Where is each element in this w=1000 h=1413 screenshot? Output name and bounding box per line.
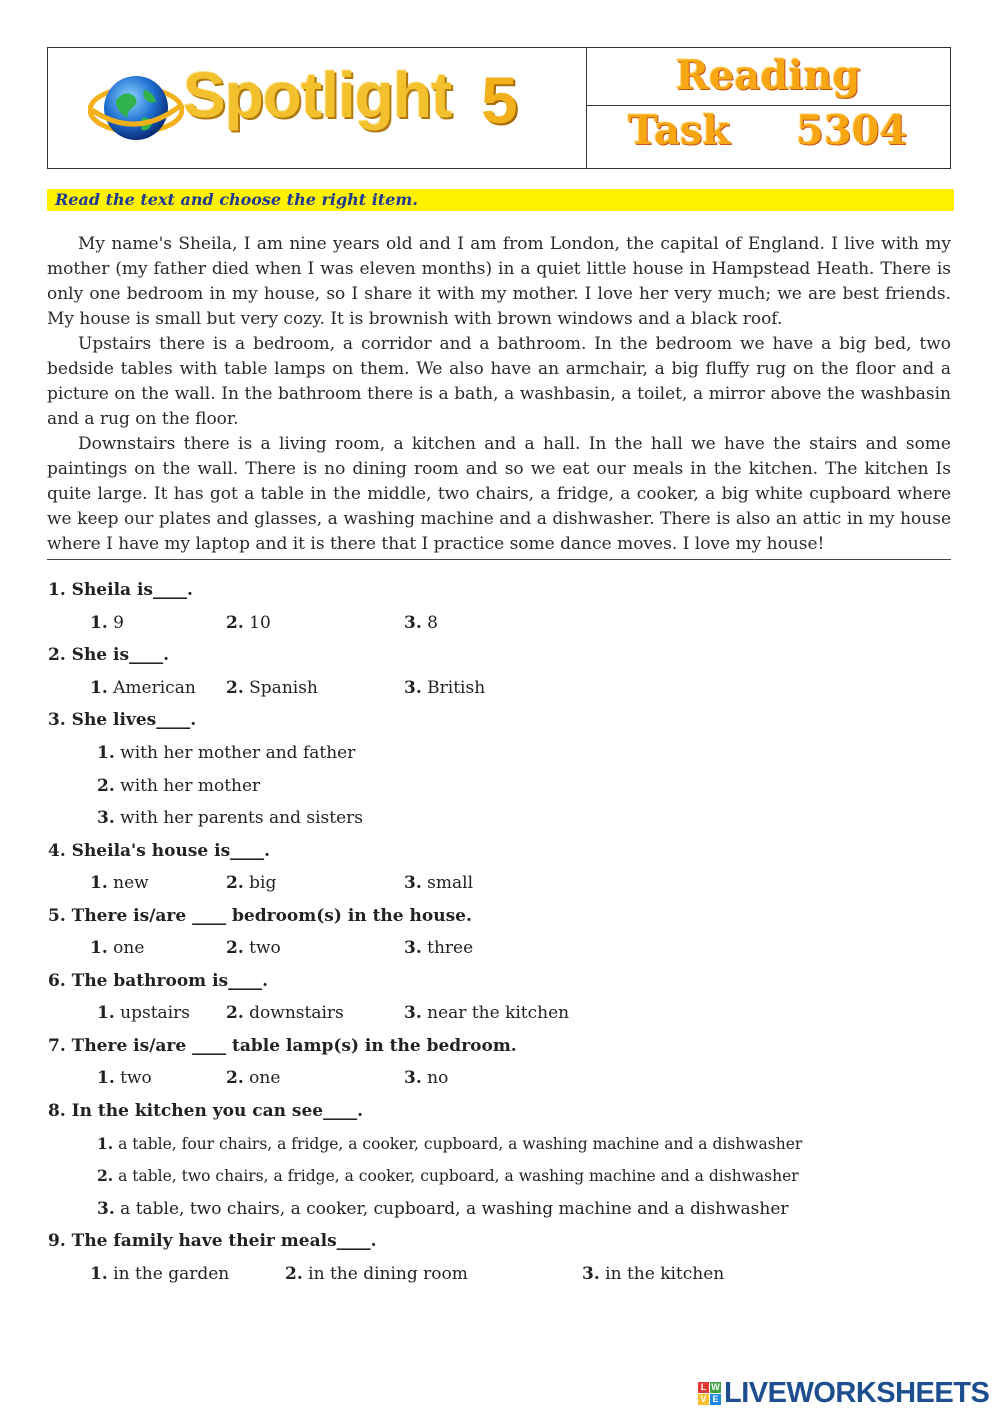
option-number: 1.	[90, 1264, 108, 1284]
option-number: 1.	[97, 1003, 115, 1023]
answer-option[interactable]	[226, 938, 281, 958]
answer-option[interactable]	[226, 873, 276, 893]
spotlight-logo-number: 5	[481, 63, 518, 137]
option-number: 3.	[582, 1264, 600, 1284]
answer-option[interactable]	[90, 938, 144, 958]
option-text: one	[243, 1068, 281, 1088]
option-text: a table, four chairs, a fridge, a cooker, cupboard, a washing machine and a dishwasher	[113, 1135, 803, 1153]
answer-option[interactable]	[90, 1264, 229, 1284]
option-text: a table, two chairs, a cooker, cupboard, a washing machine and a dishwasher	[114, 1199, 789, 1219]
liveworksheets-mark-icon	[698, 1382, 721, 1405]
spotlight-logo-text: Spotlight	[183, 59, 452, 131]
option-number: 3.	[404, 1068, 422, 1088]
header-box	[47, 47, 951, 169]
option-text: new	[107, 873, 149, 893]
answer-option[interactable]	[97, 808, 363, 828]
globe-icon	[88, 60, 184, 156]
option-text: with her mother and father	[114, 743, 356, 763]
option-text: near the kitchen	[421, 1003, 570, 1023]
answer-option[interactable]	[90, 678, 196, 698]
option-text: British	[421, 678, 486, 698]
answer-option[interactable]	[404, 873, 473, 893]
instruction-bar: Read the text and choose the right item.	[47, 189, 954, 211]
answer-option[interactable]	[90, 613, 124, 633]
mark-letter: L	[698, 1382, 709, 1393]
reading-passage	[47, 232, 951, 560]
option-text: two	[114, 1068, 152, 1088]
answer-option[interactable]	[97, 776, 260, 796]
option-text: in the garden	[107, 1264, 230, 1284]
option-number: 2.	[97, 776, 115, 796]
option-text: Spanish	[243, 678, 318, 698]
question-7: 7. There is/are ____ table lamp(s) in the bedroom.	[48, 1036, 517, 1056]
reading-title: Reading	[675, 52, 861, 99]
question-6: 6. The bathroom is____.	[48, 971, 269, 991]
question-4: 4. Sheila's house is____.	[48, 841, 271, 861]
option-number: 2.	[226, 938, 244, 958]
option-number: 3.	[404, 1003, 422, 1023]
option-number: 2.	[226, 678, 244, 698]
answer-option[interactable]	[404, 1068, 448, 1088]
answer-option[interactable]	[404, 613, 438, 633]
option-text: downstairs	[243, 1003, 344, 1023]
reading-cell	[586, 48, 950, 106]
answer-option[interactable]	[404, 1003, 569, 1023]
option-number: 1.	[97, 1068, 115, 1088]
question-1: 1. Sheila is____.	[48, 580, 193, 600]
option-text: a table, two chairs, a fridge, a cooker, cupboard, a washing machine and a dishwasher	[113, 1167, 799, 1185]
answer-option[interactable]	[97, 1166, 799, 1185]
answer-option[interactable]	[97, 1068, 152, 1088]
option-text: big	[243, 873, 277, 893]
answer-option[interactable]	[285, 1264, 468, 1284]
option-number: 3.	[404, 613, 422, 633]
option-number: 3.	[404, 873, 422, 893]
task-cell	[586, 105, 950, 168]
question-8: 8. In the kitchen you can see____.	[48, 1101, 363, 1121]
logo-area	[48, 48, 587, 168]
option-number: 1.	[90, 678, 108, 698]
option-text: upstairs	[114, 1003, 190, 1023]
option-text: three	[421, 938, 474, 958]
option-number: 1.	[97, 1134, 114, 1153]
liveworksheets-logo[interactable]	[698, 1378, 989, 1408]
option-number: 2.	[226, 873, 244, 893]
option-text: 10	[243, 613, 271, 633]
mark-letter: W	[711, 1381, 720, 1392]
option-number: 3.	[404, 938, 422, 958]
option-text: with her mother	[114, 776, 261, 796]
answer-option[interactable]	[404, 678, 485, 698]
question-9: 9. The family have their meals____.	[48, 1231, 377, 1251]
option-text: 8	[421, 613, 438, 633]
option-number: 2.	[97, 1166, 114, 1185]
option-text: small	[421, 873, 474, 893]
option-number: 2.	[226, 1003, 244, 1023]
option-text: in the kitchen	[599, 1264, 725, 1284]
option-number: 1.	[90, 938, 108, 958]
mark-letter: V	[698, 1394, 709, 1405]
option-text: 9	[107, 613, 124, 633]
mark-letter: E	[710, 1394, 721, 1405]
answer-option[interactable]	[582, 1264, 724, 1284]
answer-option[interactable]	[97, 1134, 802, 1153]
option-number: 1.	[90, 873, 108, 893]
passage-paragraph: Upstairs there is a bedroom, a corridor and a bathroom. In the bedroom we have a big bed, two bedside tables with table lamps on them. We also have an armchair, a big fluffy rug on the floor and a picture on the wall. In the bathroom there is a bath, a washbasin, a toilet, a mirror above the washbasin and a rug on the floor.	[47, 334, 951, 429]
option-text: American	[107, 678, 196, 698]
answer-option[interactable]	[90, 873, 149, 893]
answer-option[interactable]	[226, 678, 318, 698]
answer-option[interactable]	[97, 743, 355, 763]
option-number: 3.	[97, 1199, 115, 1219]
option-number: 1.	[90, 613, 108, 633]
answer-option[interactable]	[226, 1068, 280, 1088]
task-number: 5304	[796, 107, 908, 154]
option-text: no	[421, 1068, 449, 1088]
task-label: Task	[628, 107, 731, 154]
option-number: 3.	[404, 678, 422, 698]
answer-option[interactable]	[226, 1003, 344, 1023]
option-text: in the dining room	[302, 1264, 468, 1284]
option-number: 3.	[97, 808, 115, 828]
question-3: 3. She lives____.	[48, 710, 197, 730]
option-number: 2.	[226, 613, 244, 633]
question-2: 2. She is____.	[48, 645, 169, 665]
passage-paragraph: Downstairs there is a living room, a kitchen and a hall. In the hall we have the stairs and some paintings on the wall. There is no dining room and so we eat our meals in the kitchen. The kitchen Is quite large. It has got a table in the middle, two chairs, a fridge, a cooker, a big white cupboard where we keep our plates and glasses, a washing machine and a dishwasher. There is also an attic in my house where I have my laptop and it is there that I practice some dance moves. I love my house!	[47, 434, 951, 554]
option-text: two	[243, 938, 281, 958]
option-text: with her parents and sisters	[114, 808, 363, 828]
option-number: 2.	[285, 1264, 303, 1284]
question-5: 5. There is/are ____ bedroom(s) in the house.	[48, 906, 472, 926]
option-number: 2.	[226, 1068, 244, 1088]
option-text: one	[107, 938, 145, 958]
option-number: 1.	[97, 743, 115, 763]
answer-option[interactable]	[226, 613, 271, 633]
passage-paragraph: My name's Sheila, I am nine years old and I am from London, the capital of England. I live with my mother (my father died when I was eleven months) in a quiet little house in Hampstead Heath. There is only one bedroom in my house, so I share it with my mother. I love her very much; we are best friends. My house is small but very cozy. It is brownish with brown windows and a black roof.	[47, 234, 951, 329]
answer-option[interactable]	[404, 938, 473, 958]
liveworksheets-brand-text: LIVEWORKSHEETS	[724, 1376, 990, 1409]
answer-option[interactable]	[97, 1199, 789, 1219]
answer-option[interactable]	[97, 1003, 190, 1023]
